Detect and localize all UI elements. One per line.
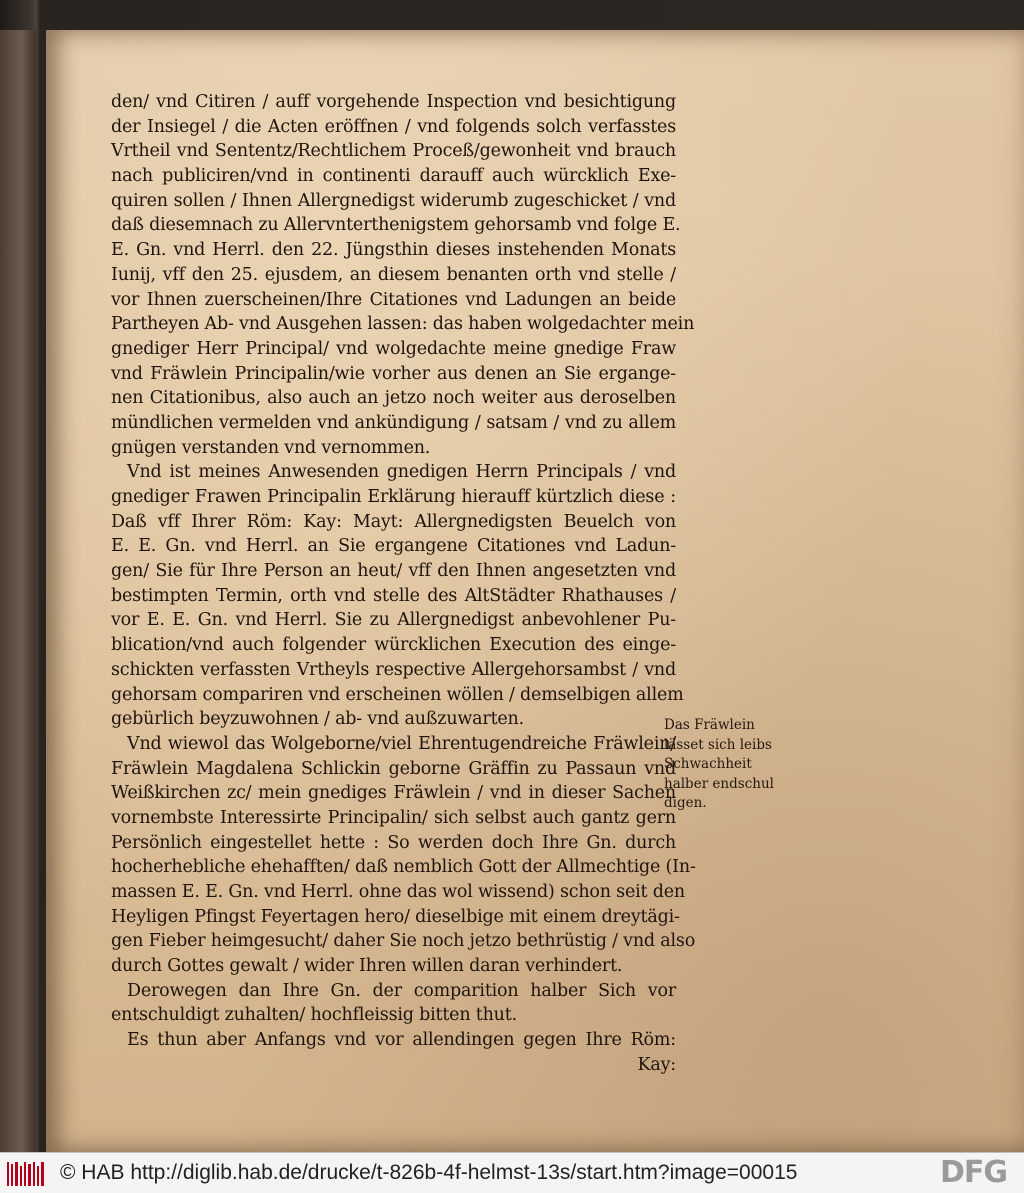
dfg-logo: DFG — [940, 1155, 1008, 1190]
text-line: entschuldigt zuhalten/ hochfleissig bitten thut. — [111, 1005, 517, 1026]
text-line: mündlichen vermelden vnd ankündigung / satsam / vnd zu allem — [111, 412, 676, 433]
text-line: vor E. E. Gn. vnd Herrl. Sie zu Allergnedigst anbevohlener Pu- — [111, 610, 676, 631]
printed-page — [46, 30, 1024, 1152]
text-line: Heyligen Pfingst Feyertagen hero/ dieselbige mit einem dreytägi- — [111, 906, 680, 927]
text-line: E. E. Gn. vnd Herrl. an Sie ergangene Citationes vnd Ladun- — [111, 536, 676, 557]
copyright-url-text: © HAB http://diglib.hab.de/drucke/t-826b-4f-helmst-13s/start.htm?image=00015 — [60, 1161, 798, 1184]
text-line: gehorsam compariren vnd erscheinen wöllen / demselbigen allem — [111, 684, 684, 705]
text-line: gebürlich beyzuwohnen / ab- vnd außzuwarten. — [111, 709, 524, 730]
text-line: den/ vnd Citiren / auff vorgehende Inspection vnd besichtigung — [111, 92, 676, 112]
text-line: vornembste Interessirte Principalin/ sich selbst auch gantz gern — [111, 807, 676, 828]
text-line: Vnd wiewol das Wolgeborne/viel Ehrentugendreiche Fräwlein/ — [127, 733, 676, 754]
text-line: gnügen verstanden vnd vernommen. — [111, 437, 431, 458]
text-line: Iunij, vff den 25. ejusdem, an diesem benanten orth vnd stelle / — [111, 264, 676, 285]
margin-note-line: digen. — [664, 795, 707, 811]
text-line: durch Gottes gewalt / wider Ihren willen daran verhindert. — [111, 956, 623, 977]
footer-bar — [0, 1152, 1024, 1193]
text-line: gnediger Herr Principal/ vnd wolgedachte meine gnedige Fraw — [111, 338, 676, 359]
text-line: bestimpten Termin, orth vnd stelle des AltStädter Rhathauses / — [111, 585, 676, 606]
text-line: Persönlich eingestellet hette : So werden doch Ihre Gn. durch — [111, 832, 676, 853]
margin-note-line: Das Fräwlein — [664, 717, 755, 733]
text-line: Weißkirchen zc/ mein gnediges Fräwlein / vnd in dieser Sachen — [111, 783, 676, 804]
text-line: gnediger Frawen Principalin Erklärung hierauff kürtzlich diese : — [111, 487, 676, 507]
text-line: Daß vff Ihrer Röm: Kay: Mayt: Allergnedigsten Beuelch von — [111, 511, 676, 532]
margin-note-line: halber endschul — [664, 775, 774, 792]
text-line: Fräwlein Magdalena Schlickin geborne Gräffin zu Passaun vnd — [111, 758, 676, 779]
text-line: vor Ihnen zuerscheinen/Ihre Citationes vnd Ladungen an beide — [111, 289, 676, 310]
text-line: schickten verfassten Vrtheyls respective Allergehorsambst / vnd — [111, 659, 676, 680]
body-text — [111, 90, 696, 1078]
text-line: Vnd ist meines Anwesenden gnedigen Herrn Principals / vnd — [127, 462, 676, 483]
text-line: hocherhebliche ehehafften/ daß nemblich Gott der Allmechtige (In- — [111, 857, 696, 878]
text-line: daß diesemnach zu Allervnterthenigstem gehorsamb vnd folge E. — [111, 215, 681, 236]
text-line: Vrtheil vnd Sententz/Rechtlichem Proceß/gewonheit vnd brauch — [111, 141, 676, 162]
book-binding-edge — [0, 30, 36, 1152]
text-line: quiren sollen / Ihnen Allergnedigst widerumb zugeschicket / vnd — [111, 190, 676, 211]
text-line: Partheyen Ab- vnd Ausgehen lassen: das haben wolgedachter mein — [111, 314, 695, 335]
margin-note-line: lässet sich leibs — [664, 736, 772, 753]
text-line: massen E. E. Gn. vnd Herrl. ohne das wol wissend) schon seit den — [111, 882, 685, 902]
text-line: Derowegen dan Ihre Gn. der comparition halber Sich vor — [127, 980, 676, 1001]
margin-note — [664, 716, 779, 814]
text-line: blication/vnd auch folgender würcklichen Execution des einge- — [111, 635, 676, 656]
catchword: Kay: — [637, 1054, 676, 1075]
text-line: nach publiciren/vnd in continenti darauff auch würcklich Exe- — [111, 166, 676, 187]
text-line: der Insiegel / die Acten eröffnen / vnd folgends solch verfasstes — [111, 116, 676, 137]
text-line: vnd Fräwlein Principalin/wie vorher aus denen an Sie ergange- — [111, 363, 676, 384]
text-line: gen/ Sie für Ihre Person an heut/ vff den Ihnen angesetzten vnd — [111, 561, 676, 582]
text-line: E. Gn. vnd Herrl. den 22. Jüngsthin dieses instehenden Monats — [111, 240, 676, 261]
hab-logo-icon — [6, 1160, 46, 1188]
text-line: nen Citationibus, also auch an jetzo noch weiter aus deroselben — [111, 388, 676, 409]
text-line: gen Fieber heimgesucht/ daher Sie noch jetzo bethrüstig / vnd also — [111, 931, 696, 952]
margin-note-line: Schwachheit — [664, 756, 752, 772]
text-line: Es thun aber Anfangs vnd vor allendingen gegen Ihre Röm: — [127, 1030, 676, 1051]
